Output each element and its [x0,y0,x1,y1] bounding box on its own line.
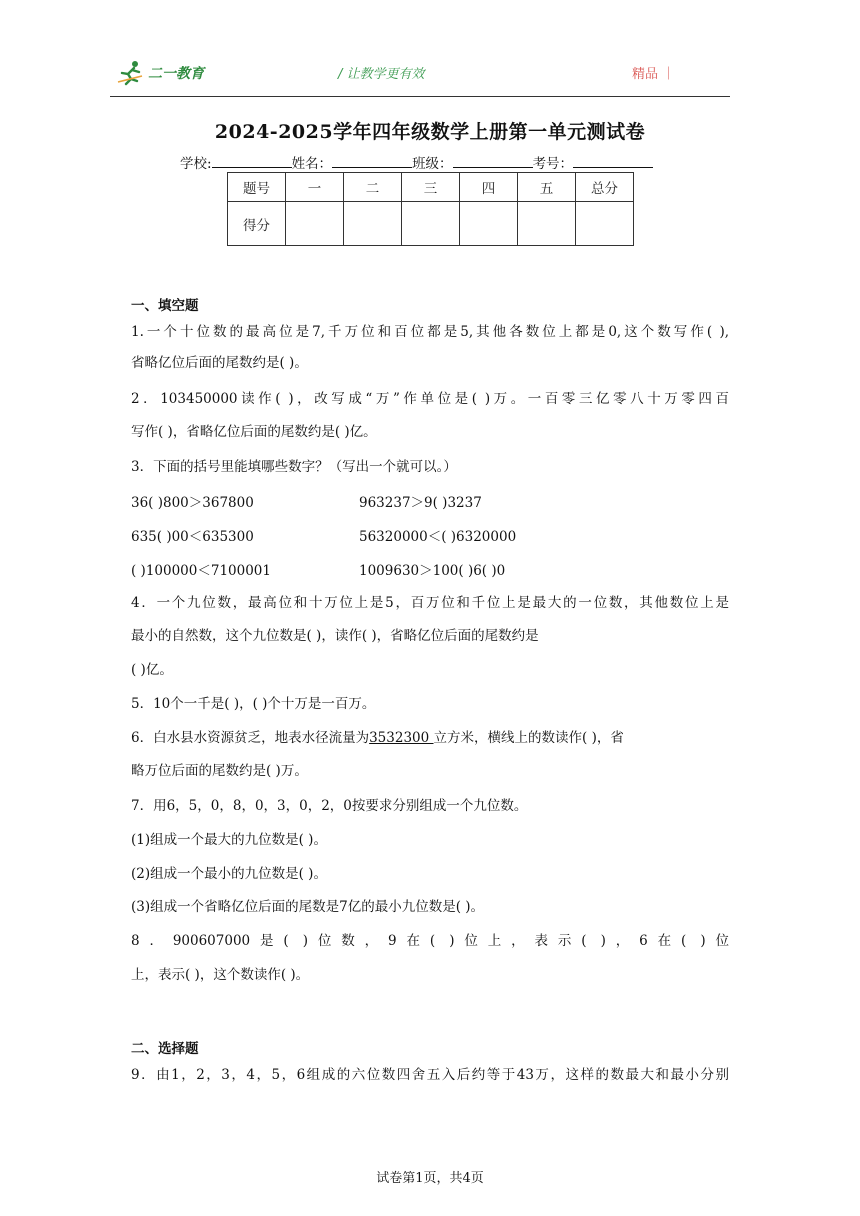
question-8-line-1: 8．900607000是( )位数，9在( )位上，表示( )，6在( )位 [131,933,729,949]
question-6-underlined-number: 3532300 [369,730,434,746]
table-cell: 一 [286,173,344,202]
score-input-cell[interactable] [576,202,634,246]
section-heading-multiple-choice: 二、选择题 [131,1041,199,1057]
score-table-score-row [228,202,634,246]
question-3-row-3 [131,559,506,579]
table-cell: 得分 [228,202,286,246]
score-input-cell[interactable] [344,202,402,246]
score-input-cell[interactable] [402,202,460,246]
question-6-line-2: 略万位后面的尾数约是( )万。 [131,763,308,779]
page-header [110,58,730,97]
question-3-item: 56320000＜( )6320000 [359,529,517,545]
question-3-item: 36( )800＞367800 [131,495,254,511]
question-3-item: ( )100000＜7100001 [131,563,271,579]
table-cell: 题号 [228,173,286,202]
header-badge: 精品 ｜ [632,67,676,82]
name-blank[interactable] [332,155,412,168]
logo-text: 二一教育 [148,66,204,82]
page-title: 2024-2025学年四年级数学上册第一单元测试卷 [214,121,646,143]
section-heading-fill-in: 一、填空题 [131,298,199,314]
question-6-text-b: 立方米，横线上的数读作( )，省 [433,730,624,746]
question-4-line-2: 最小的自然数，这个九位数是( )，读作( )，省略亿位后面的尾数约是 [131,628,539,644]
name-label: 姓名： [291,156,333,172]
table-cell: 五 [518,173,576,202]
question-2-line-1: 2．103450000读作( )，改写成“万”作单位是( )万。一百零三亿零八十万零四百 [131,391,729,407]
score-input-cell[interactable] [518,202,576,246]
school-blank[interactable] [212,155,292,168]
question-7-sub-2: (2)组成一个最小的九位数是( )。 [131,866,327,882]
page-footer: 试卷第1页，共4页 [376,1171,484,1186]
question-6-line-1 [131,728,729,748]
score-input-cell[interactable] [286,202,344,246]
question-6-text-a: 6．白水县水资源贫乏，地表水径流量为 [131,730,370,746]
question-7-sub-3: (3)组成一个省略亿位后面的尾数是7亿的最小九位数是( )。 [131,899,485,915]
class-label: 班级： [412,156,453,172]
question-1-line-1: 1.一个十位数的最高位是7,千万位和百位都是5,其他各数位上都是0,这个数写作( ), [131,324,729,340]
question-4-line-1: 4．一个九位数，最高位和十万位上是5，百万位和千位上是最大的一位数，其他数位上是 [131,595,729,611]
question-3-item: 1009630＞100( )6( )0 [359,563,506,579]
running-person-icon [116,60,146,86]
question-3-item: 635( )00＜635300 [131,529,254,545]
question-3-item: 963237＞9( )3237 [359,495,482,511]
logo [116,60,204,86]
table-cell: 四 [460,173,518,202]
score-table-header-row [228,173,634,202]
question-2-line-2: 写作( )，省略亿位后面的尾数约是( )亿。 [131,424,377,440]
question-7-stem: 7．用6，5，0，8，0，3，0，2，0按要求分别组成一个九位数。 [131,798,528,814]
exam-no-blank[interactable] [573,155,653,168]
question-3-stem: 3．下面的括号里能填哪些数字？（写出一个就可以。） [131,459,457,475]
question-1-line-2: 省略亿位后面的尾数约是( )。 [131,355,308,371]
school-label: 学校: [180,156,212,172]
score-table [227,172,634,246]
question-8-line-2: 上，表示( )，这个数读作( )。 [131,967,310,983]
header-slogan: / 让教学更有效 [338,67,425,82]
question-3-row-1 [131,491,482,511]
question-9-line-1: 9．由1，2，3，4，5，6组成的六位数四舍五入后约等于43万，这样的数最大和最小分别 [131,1067,729,1083]
question-4-line-3: ( )亿。 [131,662,173,678]
question-3-row-2 [131,525,517,545]
student-info-line [180,152,653,172]
exam-no-label: 考号： [532,156,574,172]
table-cell: 三 [402,173,460,202]
question-7-sub-1: (1)组成一个最大的九位数是( )。 [131,832,327,848]
question-5: 5．10个一千是( )，( )个十万是一百万。 [131,696,376,712]
score-input-cell[interactable] [460,202,518,246]
table-cell: 二 [344,173,402,202]
class-blank[interactable] [453,155,533,168]
table-cell: 总分 [576,173,634,202]
